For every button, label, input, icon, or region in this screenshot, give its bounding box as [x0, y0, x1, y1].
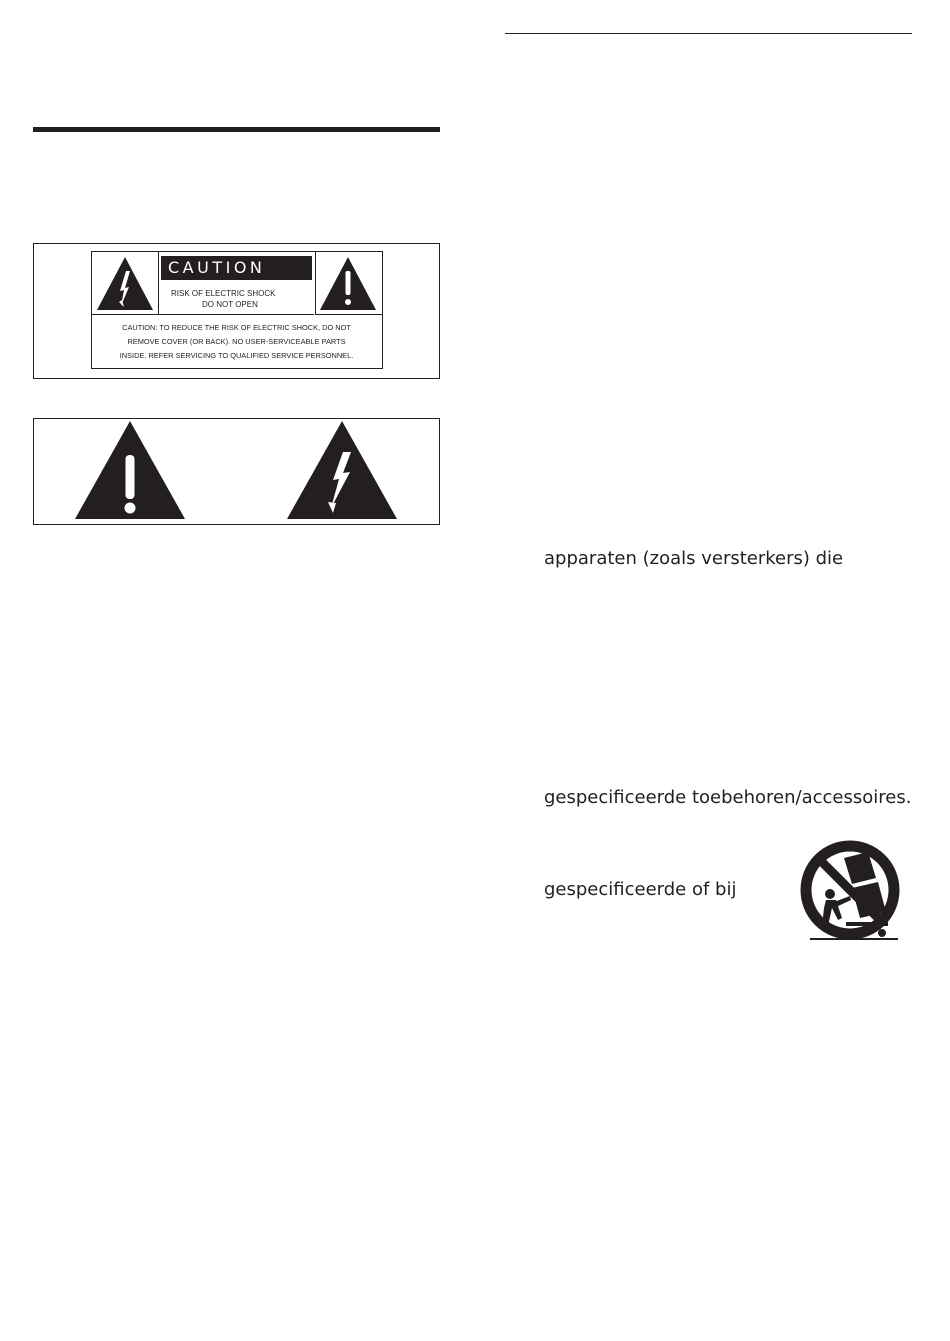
label-right-cell: [315, 252, 382, 315]
cart-tip-over-icon: [798, 838, 906, 946]
top-right-rule: [505, 33, 912, 34]
exclamation-triangle-icon: [316, 253, 380, 313]
risk-line-2: DO NOT OPEN: [202, 300, 258, 309]
text-amplifiers: apparaten (zoals versterkers) die: [544, 548, 844, 569]
caution-title: CAUTION: [161, 256, 312, 280]
lightning-triangle-icon: [286, 420, 398, 520]
exclamation-triangle-icon: [74, 420, 186, 520]
label-mid-cell: [159, 252, 314, 315]
text-specified: gespecificeerde of bij: [544, 879, 737, 900]
section-heading-rule: [33, 127, 440, 132]
notice-line-2: REMOVE COVER (OR BACK). NO USER-SERVICEABLE PARTS: [127, 337, 346, 346]
caution-label: [91, 251, 383, 369]
label-left-cell: [92, 252, 159, 315]
notice-line-1: CAUTION: TO REDUCE THE RISK OF ELECTRIC SHOCK, DO NOT: [122, 323, 351, 332]
notice-line-3: INSIDE. REFER SERVICING TO QUALIFIED SERVICE PERSONNEL.: [119, 351, 354, 360]
text-accessories: gespecificeerde toebehoren/accessoires.: [544, 787, 912, 808]
risk-line-1: RISK OF ELECTRIC SHOCK: [171, 289, 276, 298]
lightning-triangle-icon: [93, 253, 157, 313]
